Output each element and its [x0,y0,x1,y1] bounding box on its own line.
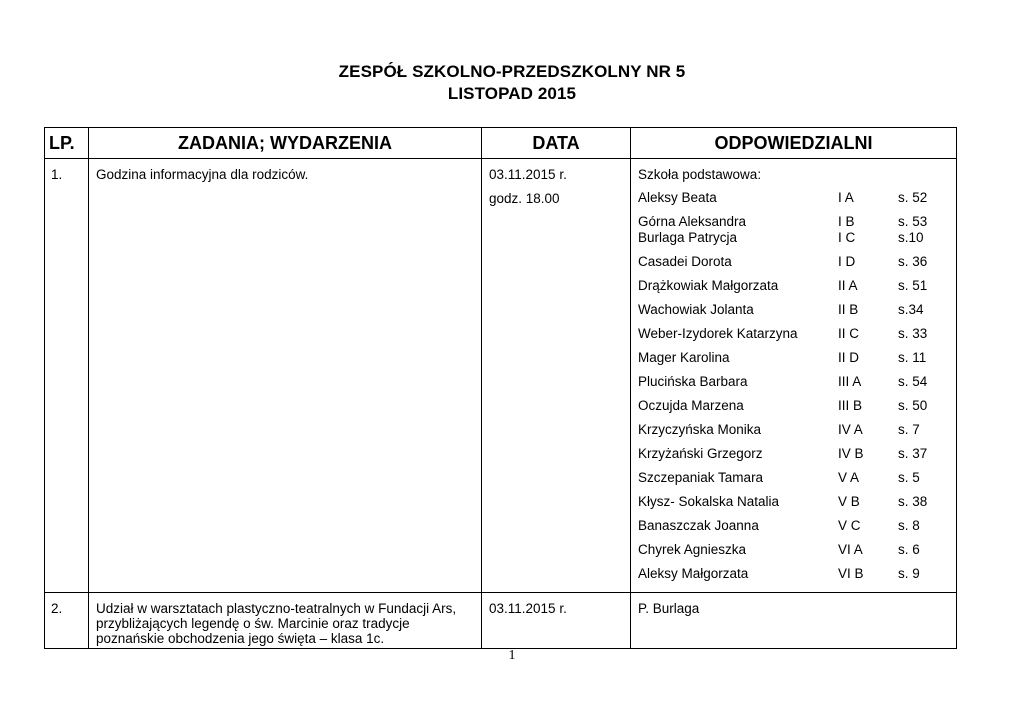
teacher-room: s. 11 [898,350,927,365]
teacher-room: s. 7 [898,422,920,437]
teacher-list [638,190,950,590]
responsible-cell: P. Burlaga [631,593,957,649]
teacher-class: I D [838,254,856,269]
row-number: 2. [45,593,89,649]
time-value: godz. 18.00 [489,191,560,206]
teacher-class: III B [838,398,863,413]
document-title: ZESPÓŁ SZKOLNO-PRZEDSZKOLNY NR 5 [338,62,686,81]
teacher-name: Krzyżański Grzegorz [638,446,763,461]
teacher-name: Mager Karolina [638,350,730,365]
teacher-class: V A [838,470,860,485]
teacher-entry [638,542,950,566]
teacher-class: II C [838,326,860,341]
row-number: 1. [45,159,89,593]
teacher-entry [638,190,950,214]
table-row [45,593,957,649]
table-header-row [45,128,957,159]
page-number: 1 [508,648,516,663]
teacher-room: s.10 [898,230,924,245]
teacher-room: s. 37 [898,446,928,461]
teacher-room: s. 53 [898,214,928,229]
teacher-name: Szczepaniak Tamara [638,470,764,485]
teacher-entry [638,350,950,374]
teacher-entry [638,422,950,446]
teacher-entry [638,398,950,422]
responsible-header: Szkoła podstawowa: [638,167,762,182]
teacher-name: Chyrek Agnieszka [638,542,747,557]
teacher-entry [638,566,950,590]
teacher-room: s. 50 [898,398,928,413]
teacher-class: IV A [838,422,863,437]
teacher-name: Burlaga Patrycja [638,230,738,245]
teacher-name: Drążkowiak Małgorzata [638,278,779,293]
teacher-name: Oczujda Marzena [638,398,744,413]
teacher-class: I B [838,214,855,229]
teacher-name: Wachowiak Jolanta [638,302,754,317]
teacher-name: Aleksy Beata [638,190,717,205]
teacher-class: II B [838,302,859,317]
teacher-entry [638,214,950,230]
teacher-room: s. 52 [898,190,928,205]
teacher-name: Aleksy Małgorzata [638,566,749,581]
teacher-class: VI A [838,542,863,557]
task-cell: Udział w warsztatach plastyczno-teatralnych w Fundacji Ars, przybliżających legendę o św. Marcinie oraz tradycje poznańskie obchodzenia jego święta – klasa 1c. [89,593,482,649]
teacher-entry [638,254,950,278]
teacher-class: II D [838,350,860,365]
teacher-entry [638,494,950,518]
responsible-cell [631,159,957,593]
column-header-responsible: ODPOWIEDZIALNI [631,128,957,159]
teacher-room: s.34 [898,302,924,317]
teacher-name: Górna Aleksandra [638,214,747,229]
teacher-entry [638,374,950,398]
teacher-entry [638,230,950,254]
teacher-entry [638,446,950,470]
teacher-name: Plucińska Barbara [638,374,748,389]
column-header-tasks: ZADANIA; WYDARZENIA [89,128,482,159]
teacher-room: s. 8 [898,518,920,533]
teacher-class: V C [838,518,861,533]
teacher-class: I A [838,190,854,205]
schedule-table [44,127,957,649]
teacher-name: Kłysz- Sokalska Natalia [638,494,780,509]
teacher-class: III A [838,374,862,389]
teacher-entry [638,518,950,542]
teacher-entry [638,278,950,302]
teacher-room: s. 5 [898,470,920,485]
teacher-name: Weber-Izydorek Katarzyna [638,326,798,341]
teacher-room: s. 33 [898,326,928,341]
teacher-entry [638,326,950,350]
teacher-entry [638,302,950,326]
teacher-class: V B [838,494,860,509]
task-cell: Godzina informacyjna dla rodziców. [89,159,482,593]
teacher-class: VI B [838,566,864,581]
teacher-class: I C [838,230,856,245]
teacher-room: s. 9 [898,566,920,581]
column-header-date: DATA [482,128,631,159]
teacher-room: s. 54 [898,374,928,389]
teacher-name: Krzyczyńska Monika [638,422,762,437]
teacher-class: II A [838,278,858,293]
teacher-room: s. 36 [898,254,928,269]
date-cell [482,159,631,593]
document-subtitle: LISTOPAD 2015 [447,84,577,103]
teacher-room: s. 38 [898,494,928,509]
date-cell: 03.11.2015 r. [482,593,631,649]
teacher-room: s. 6 [898,542,920,557]
table-row [45,159,957,593]
teacher-room: s. 51 [898,278,928,293]
teacher-name: Casadei Dorota [638,254,732,269]
column-header-lp: LP. [45,128,89,159]
teacher-name: Banaszczak Joanna [638,518,759,533]
date-value: 03.11.2015 r. [489,167,567,182]
teacher-entry [638,470,950,494]
teacher-class: IV B [838,446,864,461]
